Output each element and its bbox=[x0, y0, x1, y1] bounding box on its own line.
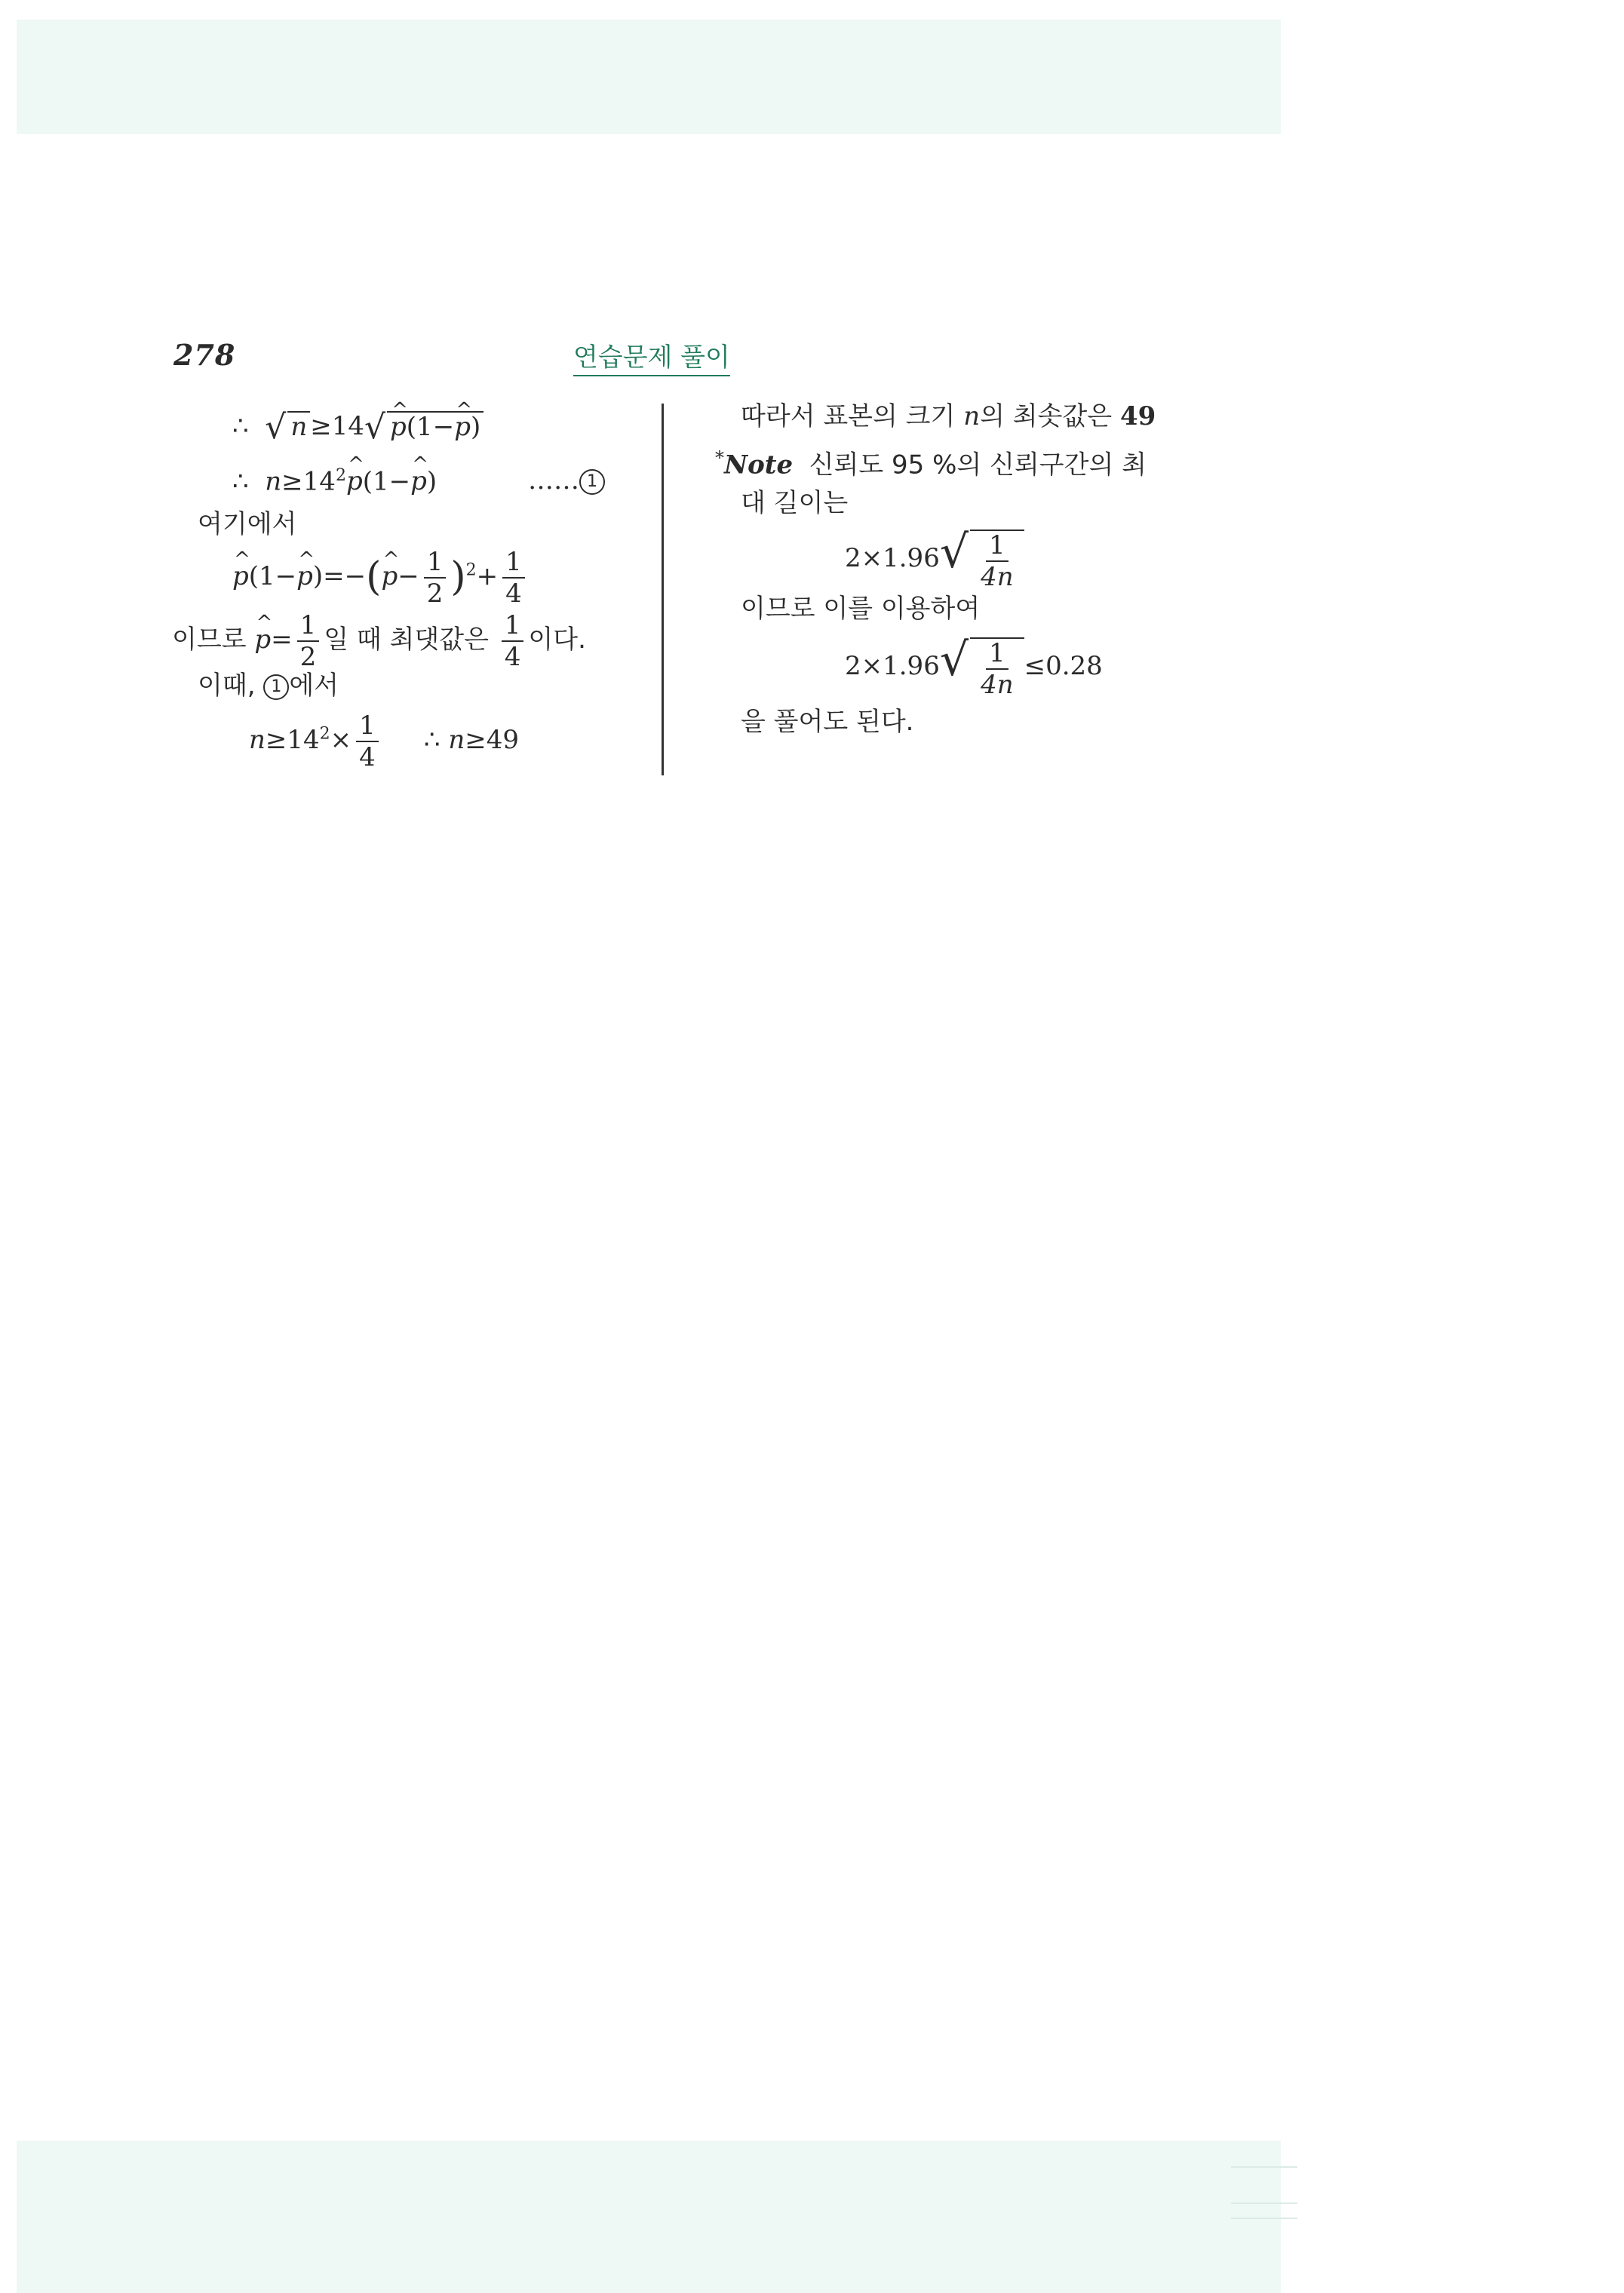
text: 이때, bbox=[198, 671, 264, 701]
text: 에서 bbox=[289, 671, 339, 701]
column-divider bbox=[662, 404, 664, 775]
text: − bbox=[398, 561, 419, 591]
text: ≥14 bbox=[265, 725, 320, 755]
text: × bbox=[330, 725, 352, 755]
right-line-4 bbox=[845, 526, 1024, 592]
text: 2×1.96 bbox=[845, 651, 940, 681]
fraction bbox=[978, 640, 1017, 698]
therefore-symbol: ∴ bbox=[423, 725, 441, 755]
circled-number: 1 bbox=[263, 674, 289, 700]
sqrt-phat bbox=[364, 408, 484, 447]
therefore-symbol: ∴ bbox=[232, 411, 249, 441]
sqrt-sign: √ bbox=[265, 408, 287, 447]
p-hat: ^ p bbox=[454, 414, 471, 440]
var-n: n bbox=[448, 725, 465, 755]
text: (1− bbox=[406, 412, 455, 442]
sqrt-n bbox=[265, 408, 310, 447]
p-hat: ^ p bbox=[346, 468, 363, 494]
right-line-6 bbox=[845, 634, 1103, 700]
sqrt-sign: √ bbox=[939, 526, 969, 579]
p-hat: ^ p bbox=[390, 414, 407, 440]
p-hat: ^ p bbox=[296, 563, 313, 589]
circled-number: 1 bbox=[579, 469, 605, 495]
text: 일 때 최댓값은 bbox=[324, 625, 497, 655]
page-number: 278 bbox=[173, 338, 236, 372]
var-n: n bbox=[249, 725, 266, 755]
numerator: 1 bbox=[424, 549, 447, 579]
right-line-3: 대 길이는 bbox=[741, 488, 849, 518]
right-line-7: 을 풀어도 된다. bbox=[741, 707, 914, 737]
left-line-4 bbox=[232, 547, 530, 609]
paren: ) bbox=[450, 554, 466, 600]
left-line-2 bbox=[232, 466, 437, 497]
sqrt-fraction bbox=[939, 526, 1024, 592]
text: ) bbox=[426, 466, 437, 497]
sqrt-radicand: n bbox=[287, 411, 310, 444]
text: + bbox=[476, 561, 499, 591]
sqrt-sign: √ bbox=[364, 408, 386, 447]
text: ≤0.28 bbox=[1024, 651, 1103, 681]
p-hat: ^ p bbox=[381, 563, 398, 589]
sqrt-radicand bbox=[387, 411, 484, 444]
superscript: 2 bbox=[465, 560, 477, 580]
text: (1− bbox=[248, 561, 297, 591]
fraction bbox=[502, 612, 524, 670]
text: ) bbox=[470, 412, 481, 442]
var-n: n bbox=[265, 466, 282, 497]
right-line-2 bbox=[715, 447, 1147, 480]
denominator: 4n bbox=[981, 670, 1014, 700]
answer: 49 bbox=[1119, 401, 1156, 431]
dots: …… bbox=[528, 465, 579, 496]
numerator: 1 bbox=[297, 612, 320, 642]
fraction bbox=[978, 530, 1017, 592]
sqrt-fraction bbox=[939, 634, 1024, 700]
fraction bbox=[424, 547, 447, 609]
bottom-scan-band bbox=[17, 2141, 1281, 2293]
fraction bbox=[297, 612, 320, 670]
denominator: 4 bbox=[359, 742, 376, 772]
numerator: 1 bbox=[986, 640, 1008, 670]
band-line bbox=[1231, 2202, 1297, 2204]
note-label: Note bbox=[724, 450, 794, 480]
fraction bbox=[356, 713, 379, 770]
var-n: n bbox=[963, 401, 981, 431]
left-line-1 bbox=[232, 408, 484, 447]
sqrt-sign: √ bbox=[939, 634, 969, 686]
text: ≥14 bbox=[310, 411, 364, 441]
p-hat: ^ p bbox=[232, 563, 249, 589]
left-line-6 bbox=[198, 673, 339, 700]
right-line-1 bbox=[741, 401, 1156, 431]
denominator: 4 bbox=[505, 579, 522, 609]
left-line-3: 여기에서 bbox=[198, 509, 297, 539]
top-scan-band bbox=[17, 20, 1281, 134]
text: 이다. bbox=[528, 625, 586, 655]
text: ≥14 bbox=[281, 466, 336, 497]
band-line bbox=[1231, 2166, 1297, 2168]
text: = bbox=[271, 625, 293, 655]
numerator: 1 bbox=[986, 533, 1008, 562]
fraction bbox=[502, 547, 525, 609]
p-hat: ^ p bbox=[410, 468, 427, 494]
p-hat: ^ p bbox=[254, 627, 271, 652]
text: )=− bbox=[312, 561, 367, 591]
text: 2×1.96 bbox=[845, 543, 940, 573]
left-line-7 bbox=[249, 713, 519, 770]
denominator: 4 bbox=[504, 642, 521, 672]
numerator: 1 bbox=[356, 713, 379, 742]
band-line bbox=[1231, 2218, 1297, 2219]
text: 의 최솟값은 bbox=[980, 401, 1120, 431]
denominator: 2 bbox=[426, 579, 444, 609]
page-header-title: 연습문제 풀이 bbox=[573, 336, 730, 376]
sqrt-radicand bbox=[970, 637, 1024, 698]
paren: ( bbox=[366, 554, 382, 600]
text: 따라서 표본의 크기 bbox=[741, 401, 964, 431]
superscript: 2 bbox=[319, 724, 330, 744]
asterisk: * bbox=[715, 447, 724, 468]
denominator: 2 bbox=[299, 642, 317, 672]
sqrt-radicand bbox=[970, 530, 1024, 590]
text: ≥49 bbox=[465, 725, 519, 755]
right-line-5: 이므로 이를 이용하여 bbox=[741, 594, 981, 624]
numerator: 1 bbox=[502, 549, 525, 579]
therefore-symbol: ∴ bbox=[232, 466, 249, 497]
text: 신뢰도 95 %의 신뢰구간의 최 bbox=[793, 450, 1147, 480]
text: 이므로 bbox=[172, 625, 255, 655]
equation-ref-1 bbox=[528, 465, 605, 496]
text: (1− bbox=[362, 466, 411, 497]
left-line-5 bbox=[172, 612, 586, 670]
numerator: 1 bbox=[502, 612, 524, 642]
superscript: 2 bbox=[335, 466, 346, 485]
denominator: 4n bbox=[981, 562, 1014, 592]
